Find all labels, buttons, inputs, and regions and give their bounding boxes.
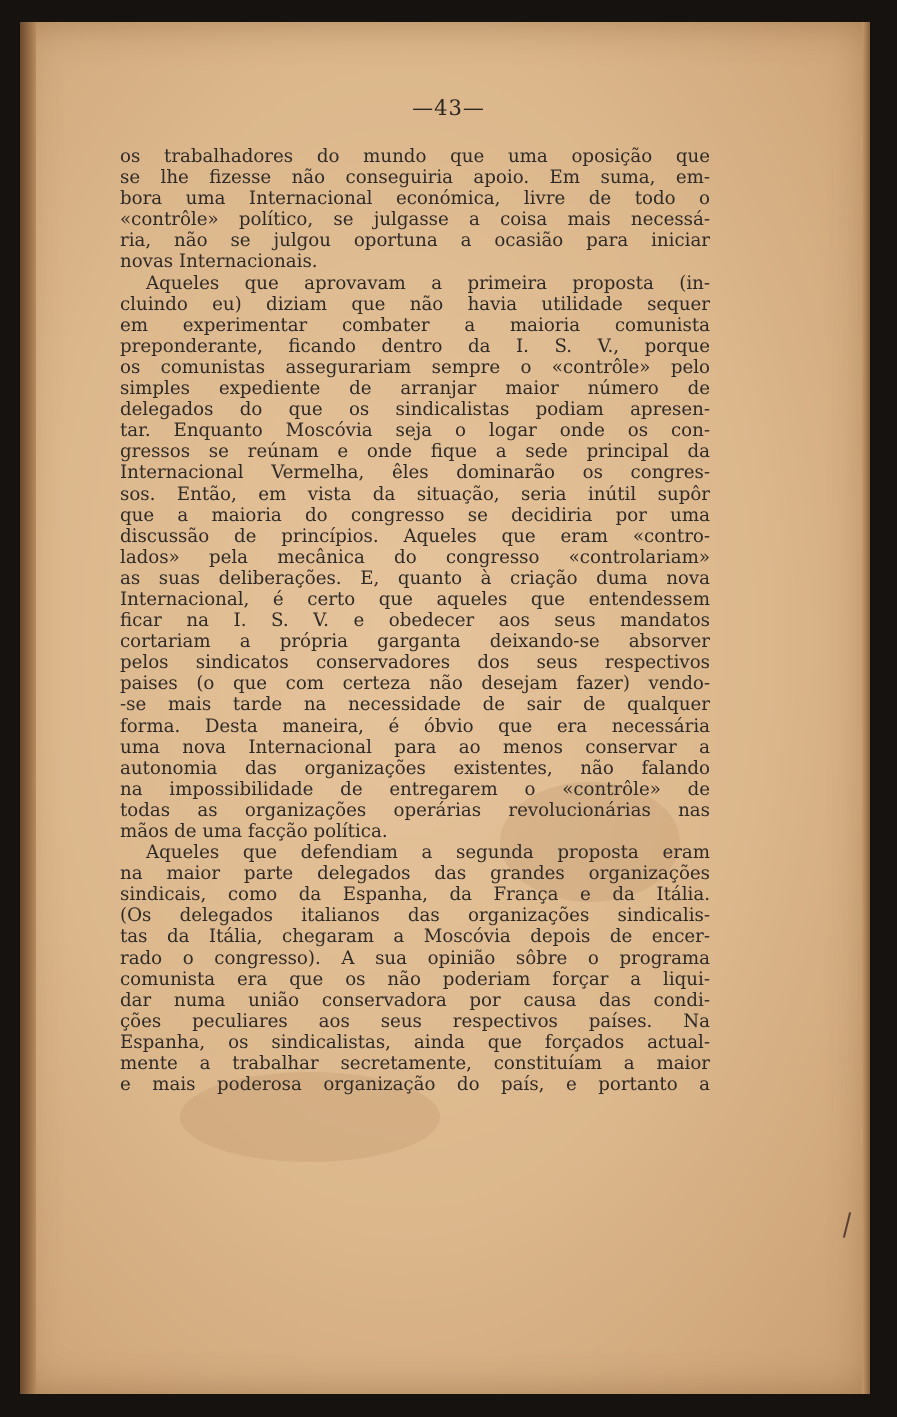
text-line: discussão de princípios. Aqueles que eram «contro- [120,525,710,547]
text-line: paises (o que com certeza não desejam fazer) vendo- [120,673,710,695]
text-line: forma. Desta maneira, é óbvio que era necessária [120,715,710,737]
text-line: em experimentar combater a maioria comunista [120,314,710,336]
text-line: dar numa união conservadora por causa das condi- [120,989,710,1011]
text-line: autonomia das organizações existentes, não falando [120,757,710,779]
text-line: tar. Enquanto Moscóvia seja o logar onde os con- [120,420,710,442]
body-text [120,146,710,1095]
text-line: e mais poderosa organização do país, e portanto a [120,1074,710,1096]
text-line: na maior parte delegados das grandes organizações [120,863,710,885]
text-line: (Os delegados italianos das organizações sindicalis- [120,905,710,927]
text-line: ficar na I. S. V. e obedecer aos seus mandatos [120,610,710,632]
text-line: «contrôle» político, se julgasse a coisa mais necessá- [120,209,710,231]
text-line: tas da Itália, chegaram a Moscóvia depois de encer- [120,926,710,948]
text-line: Espanha, os sindicalistas, ainda que forçados actual- [120,1031,710,1053]
text-line: mente a trabalhar secretamente, constituíam a maior [120,1053,710,1075]
page-number: —43— [412,96,485,120]
text-line: novas Internacionais. [120,251,318,273]
text-line: delegados do que os sindicalistas podiam apresen- [120,399,710,421]
text-line: que a maioria do congresso se decidiria por uma [120,504,710,526]
text-line: Aqueles que defendiam a segunda proposta eram [146,842,710,864]
text-line: os trabalhadores do mundo que uma oposição que [120,146,710,167]
text-line: -se mais tarde na necessidade de sair de qualquer [120,694,710,716]
text-line: Aqueles que aprovavam a primeira proposta (in- [146,272,710,294]
text-line: os comunistas assegurariam sempre o «contrôle» pelo [120,356,710,378]
text-line: rado o congresso). A sua opinião sôbre o programa [120,947,710,969]
text-line: sos. Então, em vista da situação, seria inútil supôr [120,483,710,505]
text-line: simples expediente de arranjar maior número de [120,378,710,400]
page-binding-edge [20,22,36,1394]
text-line: ria, não se julgou oportuna a ocasião para iniciar [120,230,710,252]
text-line: as suas deliberações. E, quanto à criação duma nova [120,567,710,589]
text-line: bora uma Internacional económica, livre de todo o [120,188,710,210]
text-line: na impossibilidade de entregarem o «contrôle» de [120,778,710,800]
text-line: uma nova Internacional para ao menos conservar a [120,736,710,758]
text-line: cortariam a própria garganta deixando-se absorver [120,631,710,653]
page-outer-edge [862,22,870,1394]
text-line: Internacional Vermelha, êles dominarão os congres- [120,462,710,484]
text-line: comunista era que os não poderiam forçar a liqui- [120,968,710,990]
text-line: gressos se reúnam e onde fique a sede principal da [120,441,710,463]
text-line: ções peculiares aos seus respectivos países. Na [120,1010,710,1032]
text-line: lados» pela mecânica do congresso «controlariam» [120,546,710,568]
text-line: mãos de uma facção política. [120,821,388,842]
text-line: se lhe fizesse não conseguiria apoio. Em suma, em- [120,167,710,189]
text-line: pelos sindicatos conservadores dos seus respectivos [120,652,710,674]
text-line: preponderante, ficando dentro da I. S. V., porque [120,335,710,357]
text-line: sindicais, como da Espanha, da França e da Itália. [120,884,710,906]
text-line: Internacional, é certo que aqueles que entendessem [120,588,710,610]
text-line: cluindo eu) diziam que não havia utilidade sequer [120,293,710,315]
text-line: todas as organizações operárias revolucionárias nas [120,799,710,821]
